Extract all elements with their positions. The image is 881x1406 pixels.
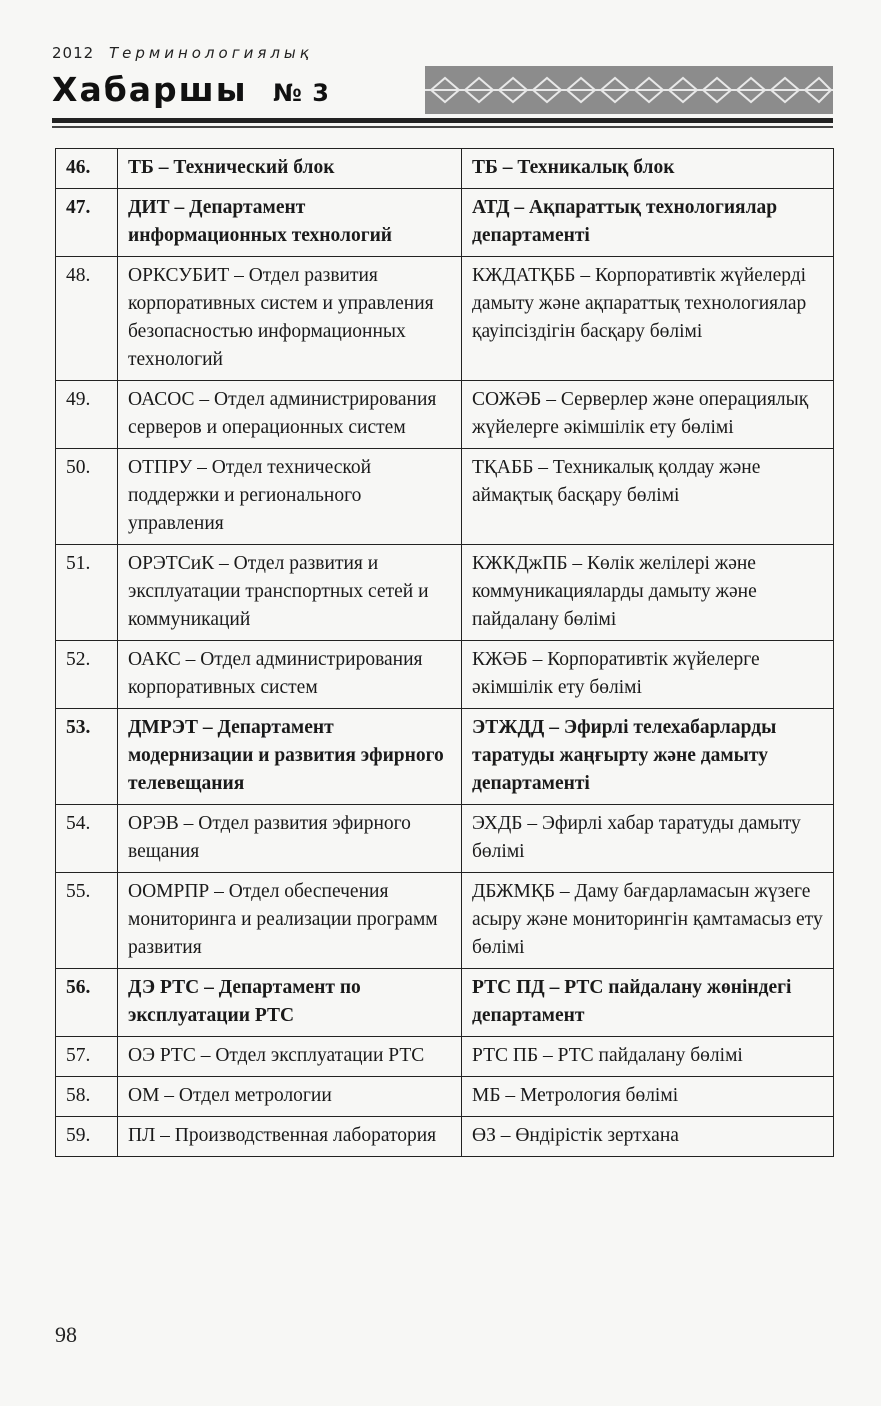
header-rule-thin — [52, 126, 833, 128]
journal-title-line2 — [52, 70, 330, 109]
term-kazakh: МБ – Метрология бөлімі — [462, 1077, 834, 1117]
issue-number: № 3 — [273, 79, 330, 107]
term-kazakh: ЭХДБ – Эфирлі хабар таратуды дамыту бөлімі — [462, 805, 834, 873]
term-kazakh: СОЖӘБ – Серверлер және операциялық жүйелерге әкімшілік ету бөлімі — [462, 381, 834, 449]
row-number: 46. — [56, 149, 118, 189]
term-kazakh: ТБ – Техникалық блок — [462, 149, 834, 189]
term-kazakh: РТС ПБ – РТС пайдалану бөлімі — [462, 1037, 834, 1077]
term-kazakh: КЖКДжПБ – Көлік желілері және коммуникацияларды дамыту және пайдалану бөлімі — [462, 545, 834, 641]
term-russian: ДИТ – Департамент информационных технологий — [118, 189, 462, 257]
table-row — [56, 449, 834, 545]
row-number: 51. — [56, 545, 118, 641]
terms-table — [55, 148, 834, 1157]
ornament-pattern-icon — [425, 66, 833, 114]
term-kazakh: РТС ПД – РТС пайдалану жөніндегі департамент — [462, 969, 834, 1037]
row-number: 55. — [56, 873, 118, 969]
table-row — [56, 1037, 834, 1077]
term-kazakh: ӨЗ – Өндірістік зертхана — [462, 1117, 834, 1157]
row-number: 48. — [56, 257, 118, 381]
table-row — [56, 1077, 834, 1117]
term-russian: ОРЭВ – Отдел развития эфирного вещания — [118, 805, 462, 873]
table-row — [56, 381, 834, 449]
row-number: 59. — [56, 1117, 118, 1157]
term-russian: ДМРЭТ – Департамент модернизации и развития эфирного телевещания — [118, 709, 462, 805]
header-rule-thick — [52, 118, 833, 123]
term-russian: ПЛ – Производственная лаборатория — [118, 1117, 462, 1157]
row-number: 52. — [56, 641, 118, 709]
term-kazakh: КЖДАТҚББ – Корпоративтік жүйелерді дамыту және ақпараттық технологиялар қауіпсіздігін басқару бөлімі — [462, 257, 834, 381]
term-russian: ОМ – Отдел метрологии — [118, 1077, 462, 1117]
table-row — [56, 805, 834, 873]
page-number: 98 — [55, 1322, 77, 1347]
table-row — [56, 545, 834, 641]
term-kazakh: АТД – Ақпараттық технологиялар департаменті — [462, 189, 834, 257]
row-number: 50. — [56, 449, 118, 545]
table-row — [56, 1117, 834, 1157]
row-number: 54. — [56, 805, 118, 873]
term-russian: ОРКСУБИТ – Отдел развития корпоративных систем и управления безопасностью информационных технологий — [118, 257, 462, 381]
journal-year: 2012 — [52, 44, 95, 62]
row-number: 53. — [56, 709, 118, 805]
term-kazakh: ЭТЖДД – Эфирлі телехабарларды таратуды жаңғырту және дамыту департаменті — [462, 709, 834, 805]
term-kazakh: ТҚАББ – Техникалық қолдау және аймақтық басқару бөлімі — [462, 449, 834, 545]
term-kazakh: КЖӘБ – Корпоративтік жүйелерге әкімшілік ету бөлімі — [462, 641, 834, 709]
ornament-banner — [425, 66, 833, 114]
term-russian: ООМРПР – Отдел обеспечения мониторинга и реализации программ развития — [118, 873, 462, 969]
term-russian: ОАКС – Отдел администрирования корпоративных систем — [118, 641, 462, 709]
table-row — [56, 149, 834, 189]
row-number: 58. — [56, 1077, 118, 1117]
table-row — [56, 189, 834, 257]
term-russian: ОТПРУ – Отдел технической поддержки и регионального управления — [118, 449, 462, 545]
table-row — [56, 641, 834, 709]
table-row — [56, 873, 834, 969]
term-russian: ОРЭТСиК – Отдел развития и эксплуатации транспортных сетей и коммуникаций — [118, 545, 462, 641]
row-number: 47. — [56, 189, 118, 257]
term-russian: ТБ – Технический блок — [118, 149, 462, 189]
row-number: 49. — [56, 381, 118, 449]
term-russian: ОЭ РТС – Отдел эксплуатации РТС — [118, 1037, 462, 1077]
journal-title-line1 — [52, 44, 313, 62]
journal-name-main: Хабаршы — [52, 70, 248, 109]
table-row — [56, 257, 834, 381]
table-row — [56, 969, 834, 1037]
row-number: 56. — [56, 969, 118, 1037]
table-row — [56, 709, 834, 805]
row-number: 57. — [56, 1037, 118, 1077]
term-russian: ДЭ РТС – Департамент по эксплуатации РТС — [118, 969, 462, 1037]
journal-name-top: Терминологиялық — [108, 44, 313, 62]
term-russian: ОАСОС – Отдел администрирования серверов и операционных систем — [118, 381, 462, 449]
term-kazakh: ДБЖМҚБ – Даму бағдарламасын жүзеге асыру және мониторингін қамтамасыз ету бөлімі — [462, 873, 834, 969]
